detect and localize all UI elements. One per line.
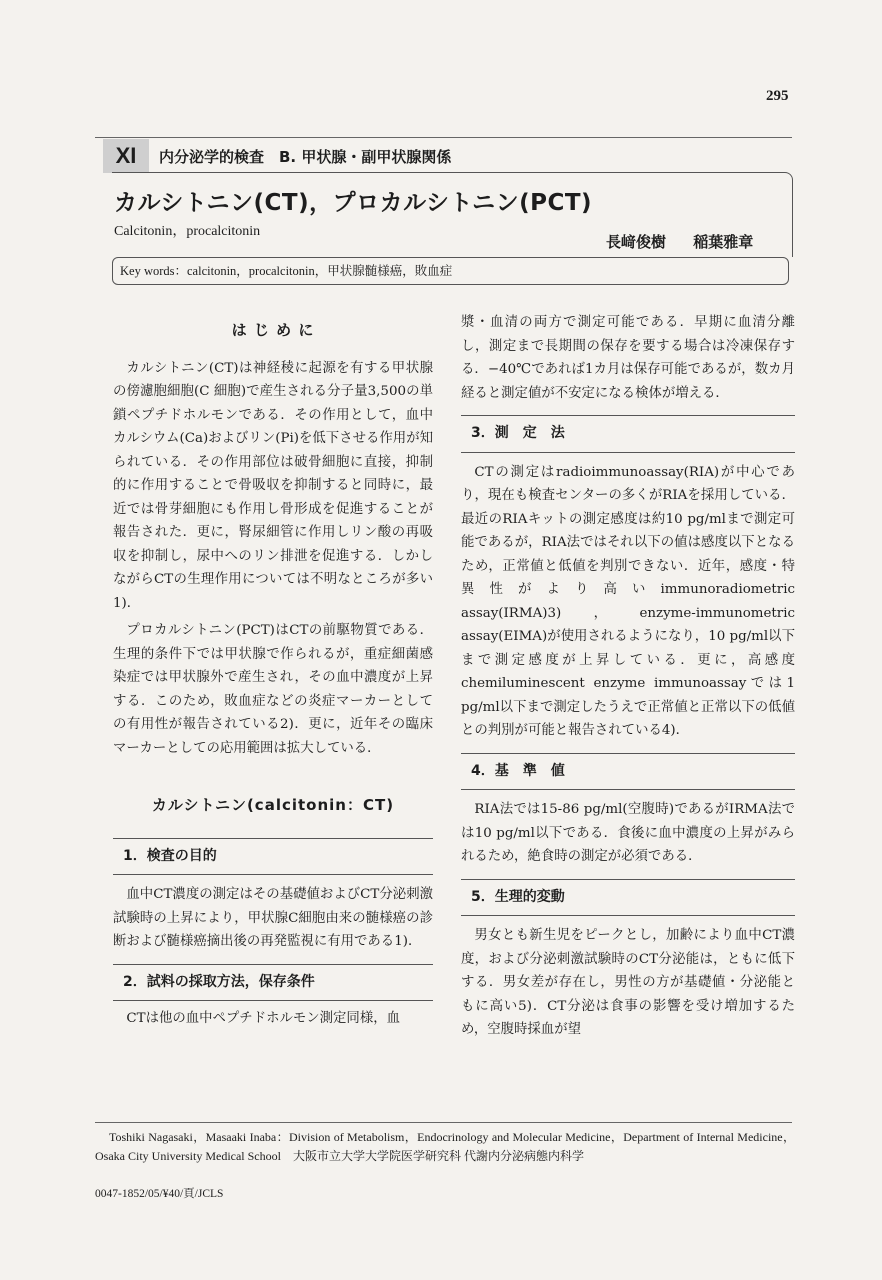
section-2-heading: 2．試料の採取方法，保存条件 [113,964,433,1002]
authors: 長﨑俊樹 稲葉雅章 [606,233,754,251]
page-number: 295 [766,88,789,104]
section-1-heading: 1．検査の目的 [113,838,433,876]
category-title: 内分泌学的検査 B. 甲状腺・副甲状腺関係 [159,147,452,166]
affiliation-english: Toshiki Nagasaki，Masaaki Inaba：Division of Metabolism，Endocrinology and Molecular Medicine，Department of Internal Medicine，Osaka City University Medical School [95,1130,795,1163]
ct-heading: カルシトニン(calcitonin：CT) [151,796,395,814]
section-3-text: CTの測定はradioimmunoassay(RIA)が中心であり，現在も検査センターの多くがRIAを採用している．最近のRIAキットの測定感度は約10 pg/mlまで測定可能であるが，RIA法ではそれ以下の値は感度以下となるため，正常値と低値を判別できない．近年，感度・特異性がより高いimmunoradiometric assay(IRMA)3)，enzyme-immunometric assay(EIMA)が使用されるようになり，10 pg/ml以下まで測定感度が上昇している．更に，高感度chemiluminescent enzyme immunoassayでは1 pg/ml以下まで測定したうえで正常値と正常以下の低値との判別が可能と報告されている4)． [461,464,795,738]
section-5-heading: 5．生理的変動 [461,879,795,917]
affiliation-japanese: 大阪市立大学大学院医学研究科 代謝内分泌病態内科学 [293,1149,585,1163]
section-3-heading: 3．測 定 法 [461,415,795,453]
article-title: カルシトニン(CT)，プロカルシトニン(PCT) [114,190,593,216]
category-number: XI [103,139,149,173]
section-5-text: 男女とも新生児をピークとし，加齢により血中CT濃度，および分泌刺激試験時のCT分泌能は，ともに低下する．男女差が存在し，男性の方が基礎値・分泌能ともに高い5)．CT分泌は食事の影響を受け増加するため，空腹時採血が望 [461,928,795,1037]
intro-heading: は じ め に [231,321,315,339]
category-header [103,138,451,174]
journal-code: 0047-1852/05/¥40/頁/JCLS [95,1188,224,1200]
section-2-text-left: CTは他の血中ペプチドホルモン測定同様，血 [126,1011,400,1026]
footer-affiliation [95,1128,795,1166]
left-column [113,311,433,1031]
article-subtitle: Calcitonin，procalcitonin [114,224,261,239]
footer-rule [95,1122,792,1123]
right-column [461,311,795,1042]
section-4-heading: 4．基 準 値 [461,753,795,791]
section-4-text: RIA法では15-86 pg/ml(空腹時)であるがIRMA法では10 pg/ml以下である．食後に血中濃度の上昇がみられるため，絶食時の測定が必須である． [461,802,795,864]
section-2-text-right: 漿・血清の両方で測定可能である．早期に血清分離し，測定まで長期間の保存を要する場合は冷凍保存する．−40℃であれば1カ月は保存可能であるが，数カ月経ると測定値が不安定になる検体が増える． [461,315,795,401]
section-1-text: 血中CT濃度の測定はその基礎値およびCT分泌刺激試験時の上昇により，甲状腺C細胞由来の髄様癌の診断および髄様癌摘出後の再発監視に有用である1)． [113,887,433,949]
intro-paragraph-2: プロカルシトニン(PCT)はCTの前駆物質である．生理的条件下では甲状腺で作られるが，重症細菌感染症では甲状腺外で産生され，その血中濃度が上昇する．このため，敗血症などの炎症マーカーとしての有用性が報告されている2)．更に，近年その臨床マーカーとしての応用範囲は拡大している． [113,623,433,756]
keywords-box: Key words：calcitonin，procalcitonin，甲状腺髄様癌，敗血症 [112,257,789,285]
intro-paragraph-1: カルシトニン(CT)は神経稜に起源を有する甲状腺の傍濾胞細胞(C 細胞)で産生される分子量3,500の単鎖ペプチドホルモンである．その作用として，血中カルシウム(Ca)およびリン(Pi)を低下させる作用が知られている．その作用部位は破骨細胞に直接，抑制的に作用することで骨吸収を抑制すると同時に，最近では骨芽細胞にも作用し骨形成を促進することが報告された．更に，腎尿細管に作用しリン酸の再吸収を抑制し，尿中へのリン排泄を促進する．しかしながらCTの生理作用については不明なところが多い1)． [113,360,433,611]
